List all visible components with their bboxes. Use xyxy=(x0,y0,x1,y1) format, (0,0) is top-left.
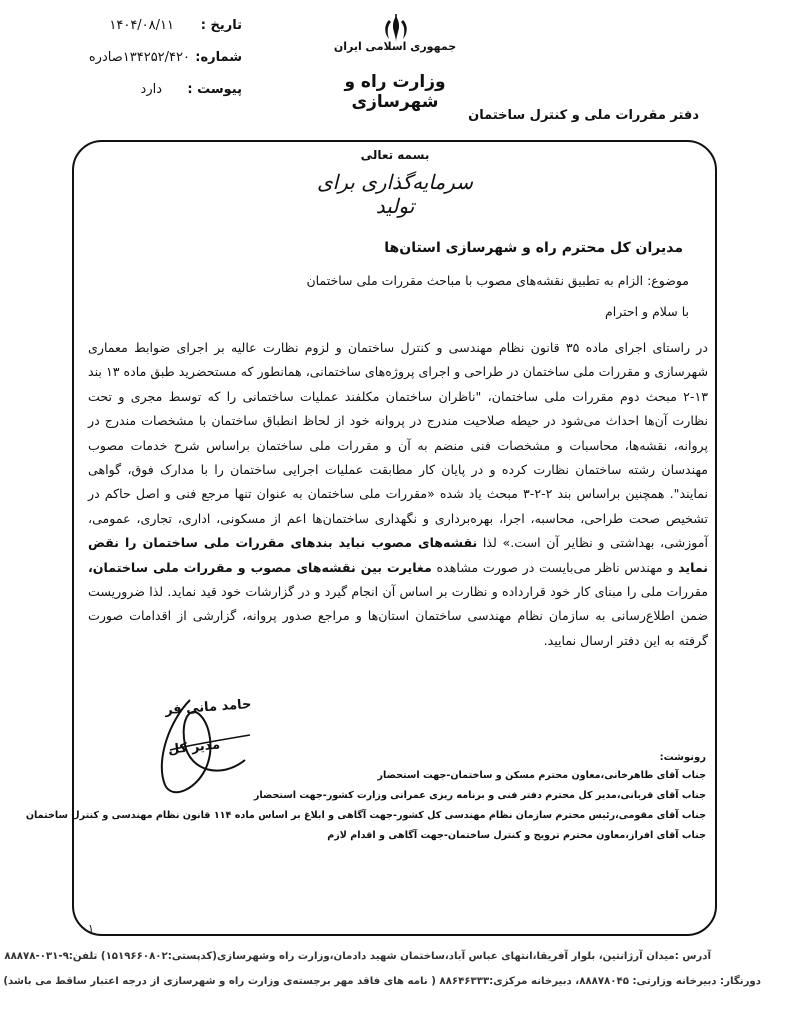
body-part-3: مقررات ملی را مبنای کار خود قرارداده و نظارت بر اساس آن انجام گیرد و در گزارشات خود قید نماید. لذا ضروریست ضمن اطلاع‌رسانی به سازمان نظام مهندسی ساختمان استان‌ها و مراجع صدور پروانه، گزارشی از اقدامات صورت گرفته به این دفتر ارسال نمایید. xyxy=(88,584,708,648)
addressee: مدیران کل محترم راه و شهرسازی استان‌ها xyxy=(384,240,683,256)
signer-title: مدیر کل xyxy=(167,737,221,758)
office-title: دفتر مقررات ملی و کنترل ساختمان xyxy=(468,108,699,123)
republic-title: جمهوری اسلامی ایران xyxy=(333,40,457,53)
letter-body xyxy=(88,336,708,653)
cc-item: جناب آقای طاهرخانی،معاون محترم مسکن و ساختمان-جهت استحضار xyxy=(377,770,706,781)
year-slogan: سرمایه‌گذاری برای تولید xyxy=(317,170,473,218)
body-bold-2: مغایرت بین نقشه‌های مصوب و مقررات ملی ساختمان، xyxy=(88,559,432,575)
greeting: با سلام و احترام xyxy=(605,304,689,319)
date-value: ۱۴۰۴/۰۸/۱۱ xyxy=(109,18,174,33)
cc-item: جناب آقای مقومی،رئیس محترم سازمان نظام مهندسی کل کشور-جهت آگاهی و ابلاغ بر اساس ماده ۱۱۴ قانون نظام مهندسی و کنترل ساختمان xyxy=(25,810,706,821)
cc-title: رونوشت: xyxy=(659,752,706,763)
page-number: ۱ xyxy=(88,922,94,935)
cc-item: جناب آقای افراز،معاون محترم ترویج و کنترل ساختمان-جهت آگاهی و اقدام لازم xyxy=(327,830,706,841)
number-label: شماره: xyxy=(195,50,242,65)
body-part-2: و مهندس ناظر می‌بایست در صورت مشاهده xyxy=(436,559,674,575)
attachment-value: دارد xyxy=(140,82,162,97)
attachment-row xyxy=(60,82,242,100)
footer-fax: دورنگار: دبیرخانه وزارتی: ۸۸۸۷۸۰۴۵، دبیرخانه مرکزی:۸۸۶۴۶۳۳۳ ( نامه های فاقد مهر برجسته‌ی وزارت راه و شهرسازی از درجه اعتبار ساقط می باشد) xyxy=(3,976,761,987)
number-value: ۱۳۴۲۵۲/۴۲۰صادره xyxy=(88,50,190,65)
cc-item: جناب آقای قربانی،مدیر کل محترم دفتر فنی و برنامه ریزی عمرانی وزارت کشور-جهت استحضار xyxy=(253,790,706,801)
body-part-1: در راستای اجرای ماده ۳۵ قانون نظام مهندسی و کنترل ساختمان و لزوم نظارت عالیه بر اجرای ضوابط معماری شهرسازی و مقررات ملی ساختمان در طراحی و اجرای پروژه‌های ساختمانی، همانطور که مستحضرید طبق ماده ۱۳ بند ۱۳-۲ مبحث دوم مقررات ملی ساختمان، "ناظران ساختمان مکلفند عملیات ساختمانی را که توسط مجری و تحت نظارت آن‌ها احداث می‌شود در حیطه صلاحیت مندرج در پروانه خود از لحاظ انطباق ساختمان با مشخصات مندرج در پروانه، نقشه‌ها، محاسبات و مشخصات فنی منضم به آن و مقررات ملی ساختمان براساس شرح خدمات مصوب مهندسان رشته ساختمان نظارت کرده و در پایان کار مطابقت عملیات اجرایی ساختمان را با مدارک فوق، گواهی نمایند". همچنین براساس بند ۲-۲-۳ مبحث یاد شده «مقررات ملی ساختمان به عنوان تنها مرجع فنی و اصل حاکم در تشخیص صحت طراحی، محاسبه، اجرا، بهره‌برداری و نگهداری ساختمان‌ها اعم از مسکونی، اداری، تجاری، عمومی، آموزشی، بهداشتی و نظایر آن است.» لذا xyxy=(88,340,708,551)
number-row xyxy=(40,50,242,68)
date-row xyxy=(60,18,242,36)
footer-address: آدرس :میدان آرژانتین، بلوار آفریقا،انتهای عباس آباد،ساختمان شهید دادمان،وزارت راه وشهرسازی(کدپستی:۱۵۱۹۶۶۰۸۰۲) تلفن:۹-۰۳۱-۸۸۸۷۸ xyxy=(4,951,711,962)
ministry-title: وزارت راه و شهرسازی xyxy=(344,72,446,112)
attachment-label: پیوست : xyxy=(187,82,242,97)
signer-name: حامد مانی فر xyxy=(164,697,252,718)
body-bold-1: نقشه‌های مصوب نباید بندهای مقررات ملی ساختمان را نقض نماید xyxy=(88,535,708,575)
basmala: بسمه تعالی xyxy=(360,148,430,162)
date-label: تاریخ : xyxy=(200,18,242,33)
subject-line: موضوع: الزام به تطبیق نقشه‌های مصوب با مباحث مقررات ملی ساختمان xyxy=(306,273,689,288)
